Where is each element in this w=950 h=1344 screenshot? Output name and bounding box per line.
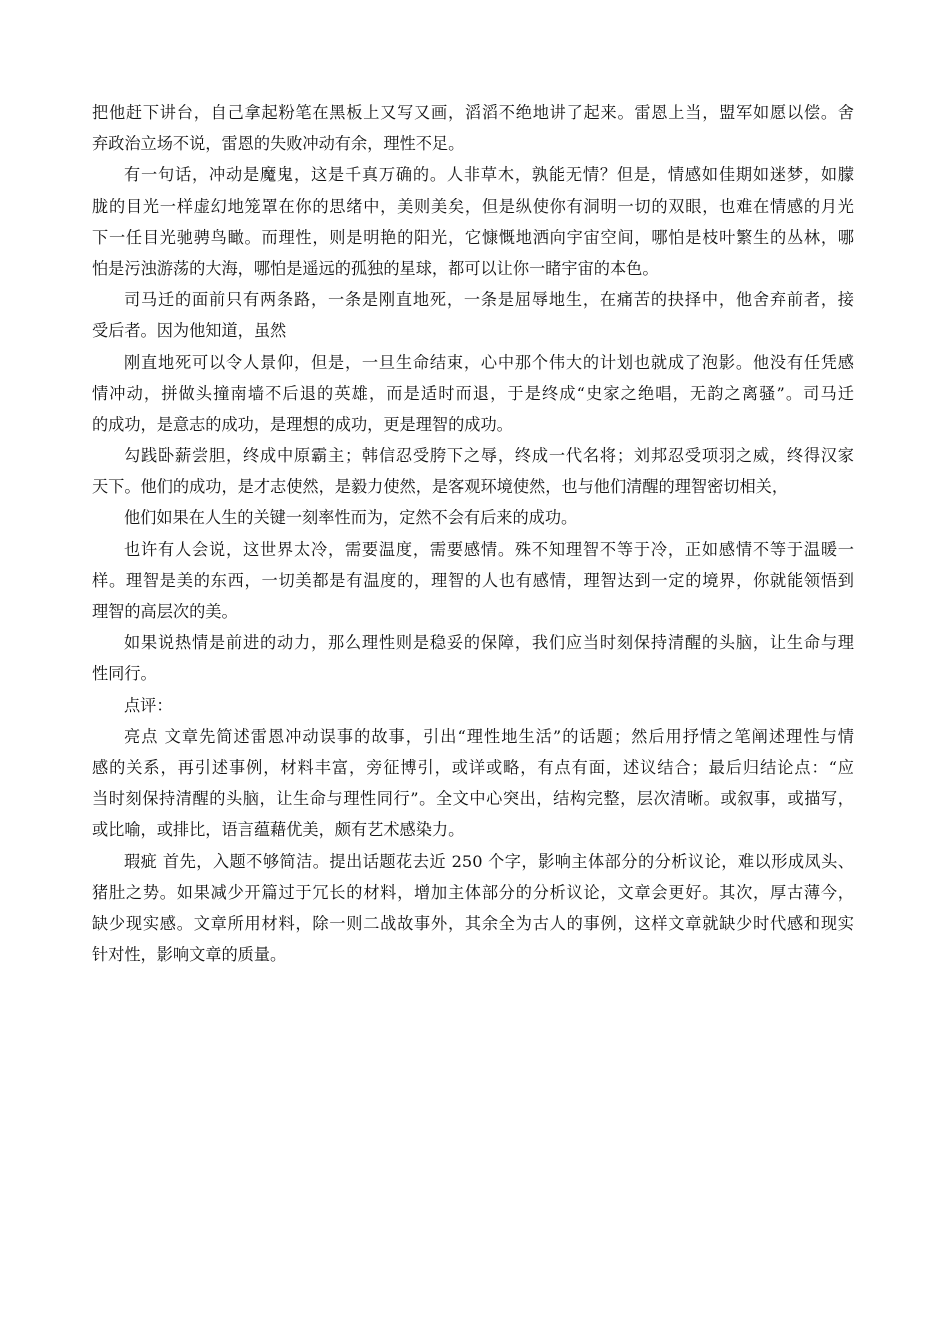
paragraph-6 <box>92 502 854 533</box>
paragraph-3 <box>92 284 854 346</box>
text-line: 下一任目光驰骋鸟瞰。而理性，则是明艳的阳光，它慷慨地洒向宇宙空间，哪怕是枝叶繁生的丛林，哪 <box>92 227 854 247</box>
text-line: 针对性，影响文章的质量。 <box>92 945 287 965</box>
paragraph-8 <box>92 627 854 689</box>
text-line: 天下。他们的成功，是才志使然，是毅力使然，是客观环境使然，也与他们清醒的理智密切相关， <box>92 477 789 497</box>
text-line: 猪肚之势。如果减少开篇过于冗长的材料，增加主体部分的分析议论，文章会更好。其次，厚古薄今， <box>92 882 854 902</box>
text-line: 性同行。 <box>92 664 157 684</box>
text-line: 怕是污浊游荡的大海，哪怕是遥远的孤独的星球，都可以让你一睹宇宙的本色。 <box>92 258 659 278</box>
text-line: 当时刻保持清醒的头脑，让生命与理性同行”。全文中心突出，结构完整，层次清晰。或叙事，或描写， <box>92 789 854 809</box>
text-line: 弃政治立场不说，雷恩的失败冲动有余，理性不足。 <box>92 134 465 154</box>
text-line: 样。理智是美的东西，一切美都是有温度的，理智的人也有感情，理智达到一定的境界，你就能领悟到 <box>92 570 854 590</box>
text-line: 有一句话，冲动是魔鬼，这是千真万确的。人非草木，孰能无情？但是，情感如佳期如迷梦，如朦 <box>124 165 854 185</box>
paragraph-7 <box>92 534 854 628</box>
text-line: 亮点 文章先简述雷恩冲动误事的故事，引出“理性地生活”的话题；然后用抒情之笔阐述理性与情 <box>124 726 854 746</box>
text-line: 点评： <box>124 695 173 715</box>
text-line: 的成功，是意志的成功，是理想的成功，更是理智的成功。 <box>92 414 513 434</box>
text-line: 把他赶下讲台，自己拿起粉笔在黑板上又写又画，滔滔不绝地讲了起来。雷恩上当，盟军如愿以偿。舍 <box>92 103 854 122</box>
text-line: 如果说热情是前进的动力，那么理性则是稳妥的保障，我们应当时刻保持清醒的头脑，让生命与理 <box>124 633 854 653</box>
text-line: 情冲动，拼做头撞南墙不后退的英雄，而是适时而退，于是终成“史家之绝唱，无韵之离骚”。司马迁 <box>92 383 854 403</box>
comment-highlights <box>92 721 854 846</box>
text-line: 瑕疵 首先，入题不够简洁。提出话题花去近 250 个字，影响主体部分的分析议论，难以形成凤头、 <box>124 851 854 871</box>
text-line: 或比喻，或排比，语言蕴藉优美，颇有艺术感染力。 <box>92 820 465 840</box>
text-line: 缺少现实感。文章所用材料，除一则二战故事外，其余全为古人的事例，这样文章就缺少时代感和现实 <box>92 913 854 933</box>
text-line: 勾践卧薪尝胆，终成中原霸主；韩信忍受胯下之辱，终成一代名将；刘邦忍受项羽之威，终得汉家 <box>124 446 854 466</box>
text-line: 胧的目光一样虚幻地笼罩在你的思绪中，美则美矣，但是纵使你有洞明一切的双眼，也难在情感的月光 <box>92 196 854 216</box>
paragraph-4 <box>92 347 854 441</box>
text-line: 刚直地死可以令人景仰，但是，一旦生命结束，心中那个伟大的计划也就成了泡影。他没有任凭感 <box>124 352 854 372</box>
text-line: 司马迁的面前只有两条路，一条是刚直地死，一条是屈辱地生，在痛苦的抉择中，他舍弃前者，接 <box>124 290 854 310</box>
paragraph-2 <box>92 159 854 284</box>
comment-heading <box>92 690 854 721</box>
paragraph-5 <box>92 440 854 502</box>
document-body <box>92 97 854 970</box>
paragraph-1 <box>92 97 854 159</box>
text-line: 感的关系，再引述事例，材料丰富，旁征博引，或详或略，有点有面，述议结合；最后归结论点：“应 <box>92 757 854 777</box>
text-line: 受后者。因为他知道，虽然 <box>92 321 287 341</box>
text-line: 他们如果在人生的关键一刻率性而为，定然不会有后来的成功。 <box>124 508 578 528</box>
comment-flaws <box>92 846 854 971</box>
text-line: 也许有人会说，这世界太冷，需要温度，需要感情。殊不知理智不等于冷，正如感情不等于温暖一 <box>124 539 854 559</box>
text-line: 理智的高层次的美。 <box>92 602 238 621</box>
